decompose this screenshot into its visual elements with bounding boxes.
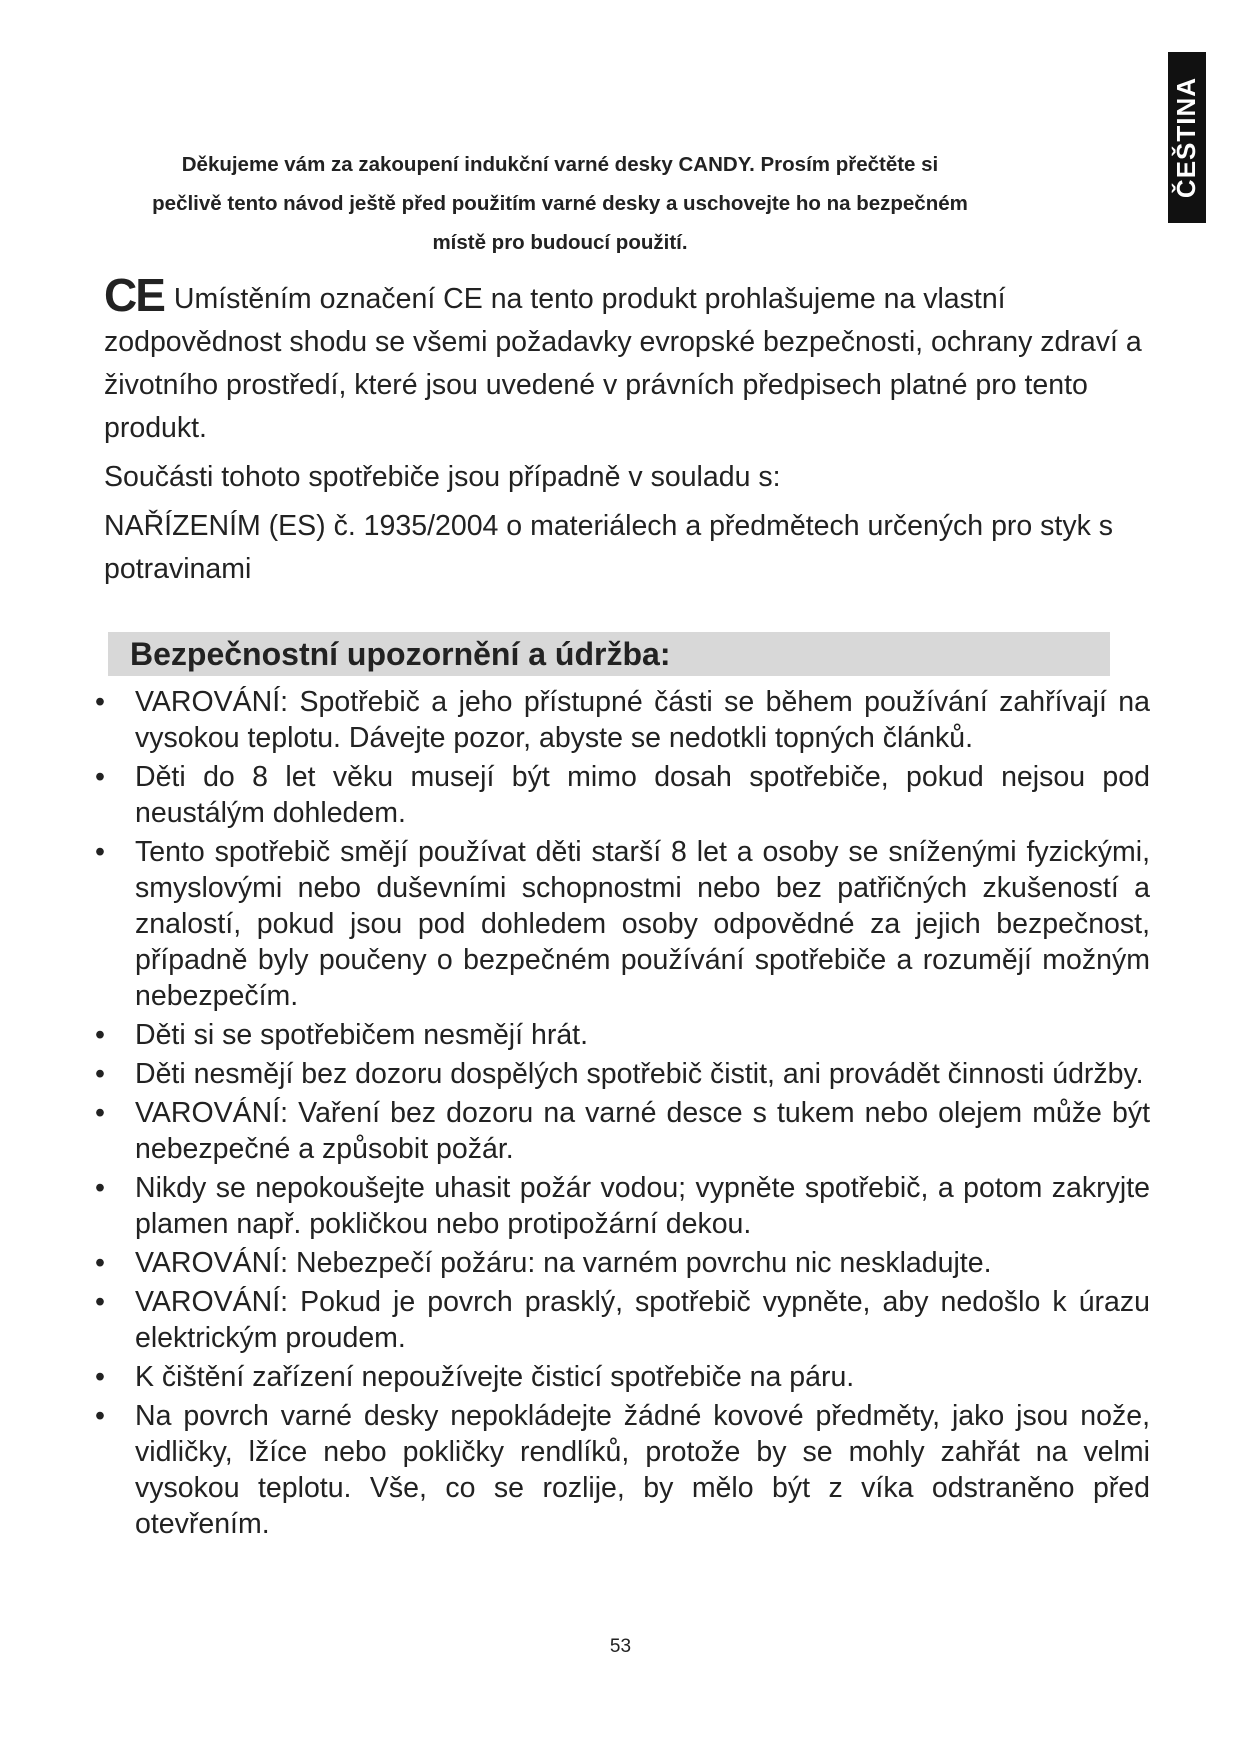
list-item	[90, 1056, 1150, 1092]
ce-declaration-paragraph	[104, 269, 1144, 450]
bullet-icon: •	[95, 686, 105, 718]
ce-section	[104, 269, 1144, 591]
ce-mark-logo: CE	[104, 269, 164, 321]
ce-regulation-text: NAŘÍZENÍM (ES) č. 1935/2004 o materiálech a předmětech určených pro styk s potravinami	[104, 510, 1114, 585]
bullet-icon: •	[95, 1019, 105, 1051]
list-item-text: K čištění zařízení nepoužívejte čisticí spotřebiče na páru.	[135, 1361, 855, 1393]
list-item	[90, 684, 1150, 756]
list-item-text: VAROVÁNÍ: Pokud je povrch prasklý, spotřebič vypněte, aby nedošlo k úrazu elektrickým proudem.	[135, 1286, 1150, 1354]
list-item-text: VAROVÁNÍ: Spotřebič a jeho přístupné části se během používání zahřívají na vysokou teplotu. Dávejte pozor, abyste se nedotkli topných článků.	[135, 686, 1150, 754]
list-item-text: Děti si se spotřebičem nesmějí hrát.	[135, 1019, 589, 1051]
list-item	[90, 1284, 1150, 1356]
bullet-icon: •	[95, 1400, 105, 1432]
bullet-icon: •	[95, 1058, 105, 1090]
bullet-icon: •	[95, 1286, 105, 1318]
language-tab-label: ČEŠTINA	[1171, 76, 1202, 199]
bullet-icon: •	[95, 1097, 105, 1129]
bullet-icon: •	[95, 1247, 105, 1279]
list-item	[90, 1095, 1150, 1167]
list-item	[90, 834, 1150, 1014]
ce-declaration-text: Umístěním označení CE na tento produkt prohlašujeme na vlastní zodpovědnost shodu se všemi požadavky evropské bezpečnosti, ochrany zdraví a životního prostředí, které jsou uvedené v právních předpisech platné pro tento produkt.	[104, 283, 1142, 444]
bullet-icon: •	[95, 836, 105, 868]
bullet-icon: •	[95, 761, 105, 793]
list-item	[90, 1398, 1150, 1542]
list-item	[90, 1017, 1150, 1053]
safety-heading: Bezpečnostní upozornění a údržba:	[108, 632, 1110, 676]
list-item	[90, 1359, 1150, 1395]
list-item-text: VAROVÁNÍ: Vaření bez dozoru na varné desce s tukem nebo olejem může být nebezpečné a způsobit požár.	[135, 1097, 1150, 1165]
bullet-icon: •	[95, 1361, 105, 1393]
list-item-text: VAROVÁNÍ: Nebezpečí požáru: na varném povrchu nic neskladujte.	[135, 1247, 992, 1279]
list-item-text: Tento spotřebič smějí používat děti starší 8 let a osoby se sníženými fyzickými, smyslovými nebo duševními schopnostmi nebo bez patřičných zkušeností a znalostí, pokud jsou pod dohledem osoby odpovědné za jejich bezpečnost, případně byly poučeny o bezpečném používání spotřebiče a rozumějí možným nebezpečím.	[135, 836, 1150, 1012]
language-tab	[1168, 52, 1206, 223]
ce-parts-text: Součásti tohoto spotřebiče jsou případně v souladu s:	[104, 461, 781, 493]
intro-text: Děkujeme vám za zakoupení indukční varné desky CANDY. Prosím přečtěte si pečlivě tento návod ještě před použitím varné desky a uschovejte ho na bezpečném místě pro budoucí použití.	[152, 153, 968, 254]
list-item-text: Děti nesmějí bez dozoru dospělých spotřebič čistit, ani provádět činnosti údržby.	[135, 1058, 1144, 1090]
list-item	[90, 1170, 1150, 1242]
safety-list	[90, 684, 1150, 1545]
page-number: 53	[609, 1636, 632, 1657]
bullet-icon: •	[95, 1172, 105, 1204]
list-item	[90, 1245, 1150, 1281]
list-item-text: Na povrch varné desky nepokládejte žádné kovové předměty, jako jsou nože, vidličky, lžíce nebo pokličky rendlíků, protože by se mohly zahřát na velmi vysokou teplotu. Vše, co se rozlije, by mělo být z víka odstraněno před otevřením.	[135, 1400, 1150, 1540]
list-item-text: Nikdy se nepokoušejte uhasit požár vodou; vypněte spotřebič, a potom zakryjte plamen např. pokličkou nebo protipožární dekou.	[135, 1172, 1150, 1240]
list-item-text: Děti do 8 let věku musejí být mimo dosah spotřebiče, pokud nejsou pod neustálým dohledem.	[135, 761, 1150, 829]
list-item	[90, 759, 1150, 831]
